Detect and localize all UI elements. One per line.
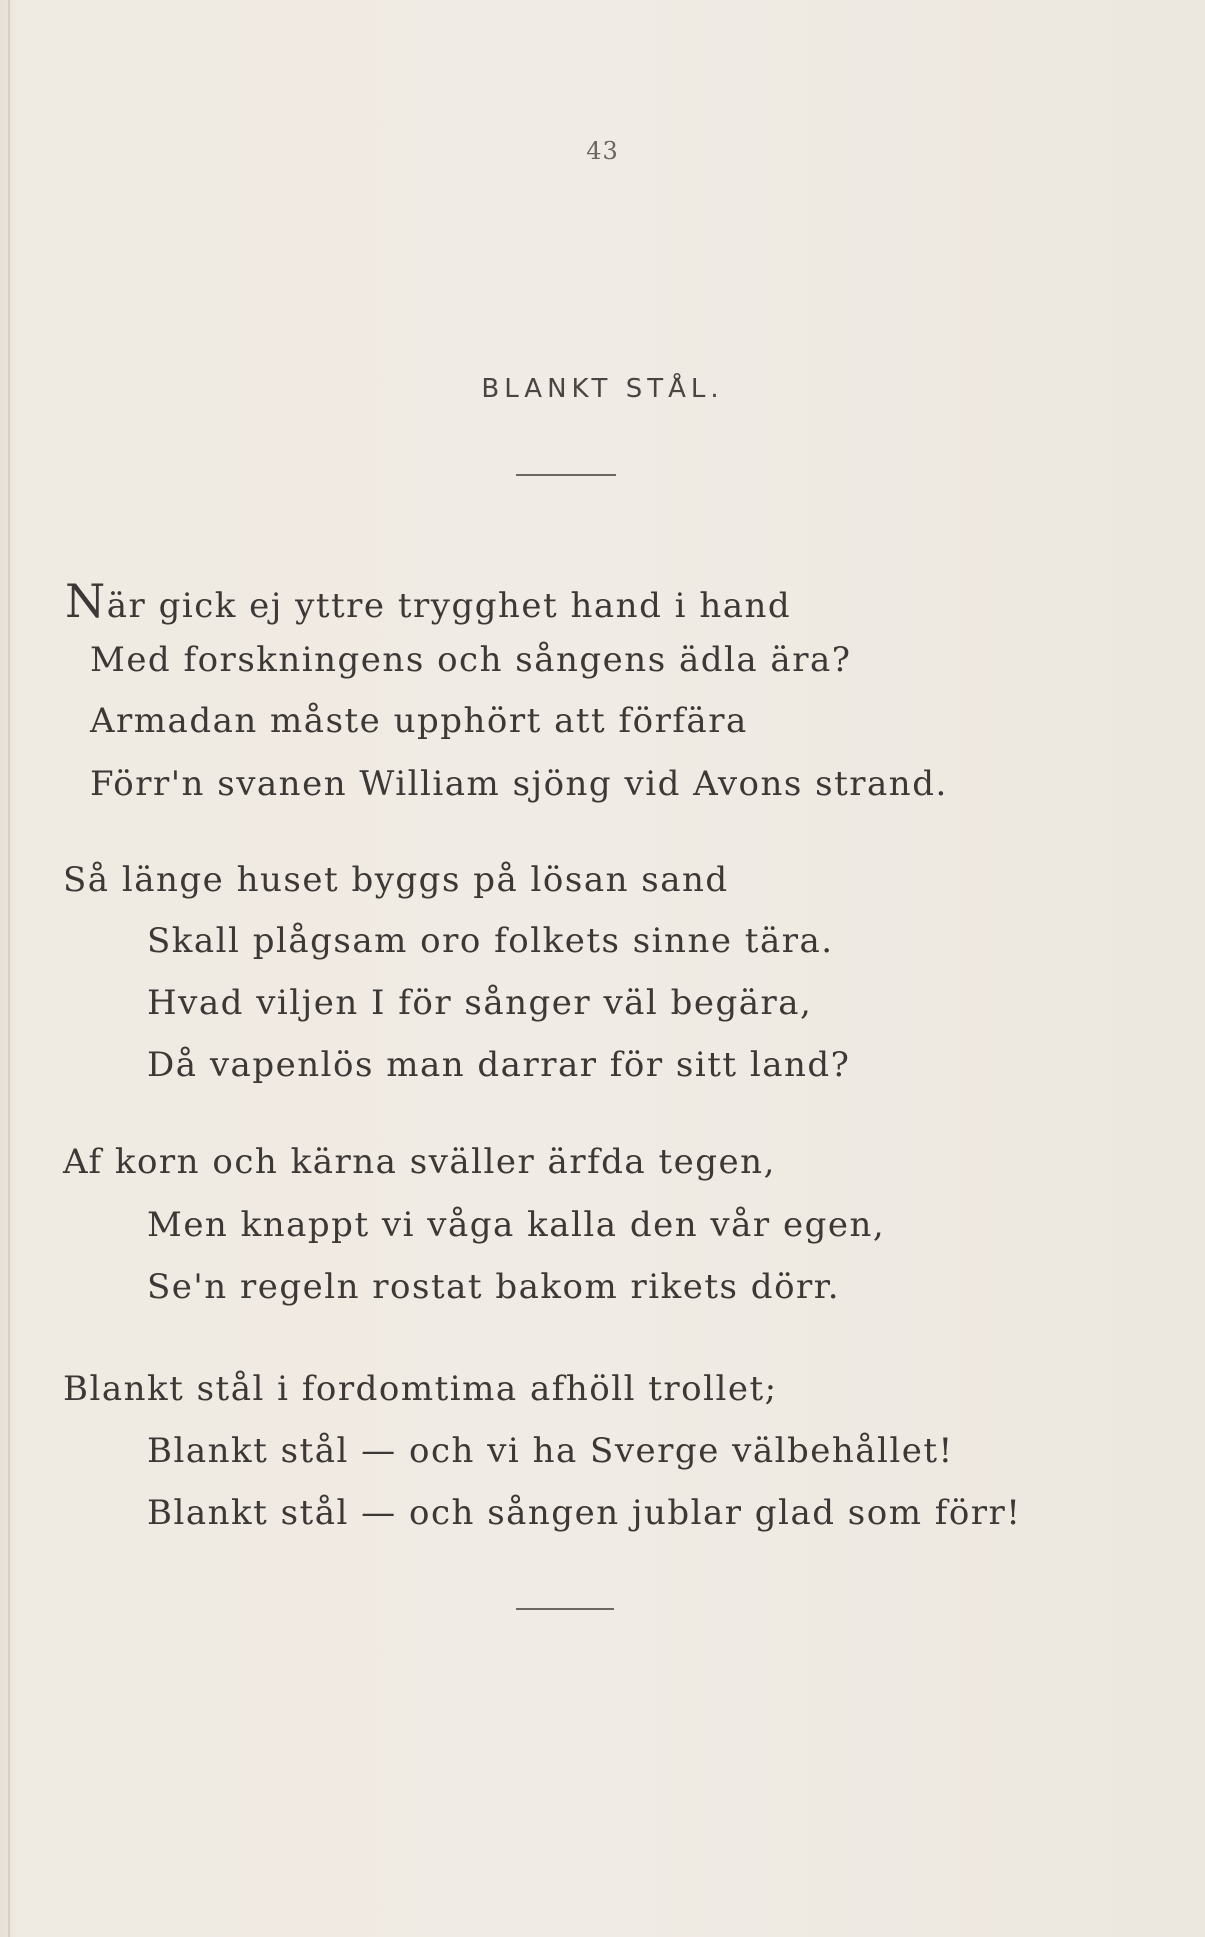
poem-line: Hvad viljen I för sånger väl begära,	[147, 983, 813, 1023]
poem-line: Armadan måste upphört att förfära	[90, 701, 748, 741]
poem-line: Blankt stål — och vi ha Sverge välbehållet!	[147, 1431, 954, 1471]
poem-line: Men knappt vi våga kalla den vår egen,	[147, 1205, 886, 1245]
poem-title: BLANKT STÅL.	[481, 374, 724, 404]
poem-line: Så länge huset byggs på lösan sand	[63, 860, 729, 900]
poem-line: Skall plågsam oro folkets sinne tära.	[147, 921, 834, 961]
poem-line: Förr'n svanen William sjöng vid Avons strand.	[90, 764, 948, 804]
poem-line: Af korn och kärna sväller ärfda tegen,	[63, 1142, 776, 1182]
line-text: är gick ej yttre trygghet hand i hand	[106, 586, 792, 626]
drop-cap: N	[65, 574, 107, 628]
poem-line: Se'n regeln rostat bakom rikets dörr.	[147, 1267, 841, 1307]
poem-line: Blankt stål — och sången jublar glad som förr!	[147, 1493, 1022, 1533]
poem-line: Då vapenlös man darrar för sitt land?	[147, 1045, 851, 1085]
poem-line: Blankt stål i fordomtima afhöll trollet;	[63, 1369, 778, 1409]
end-divider	[516, 1608, 614, 1610]
page-edge	[8, 0, 10, 1937]
title-divider	[516, 474, 616, 476]
poem-line	[65, 574, 792, 628]
page-number: 43	[586, 137, 619, 165]
poem-line: Med forskningens och sångens ädla ära?	[90, 640, 852, 680]
